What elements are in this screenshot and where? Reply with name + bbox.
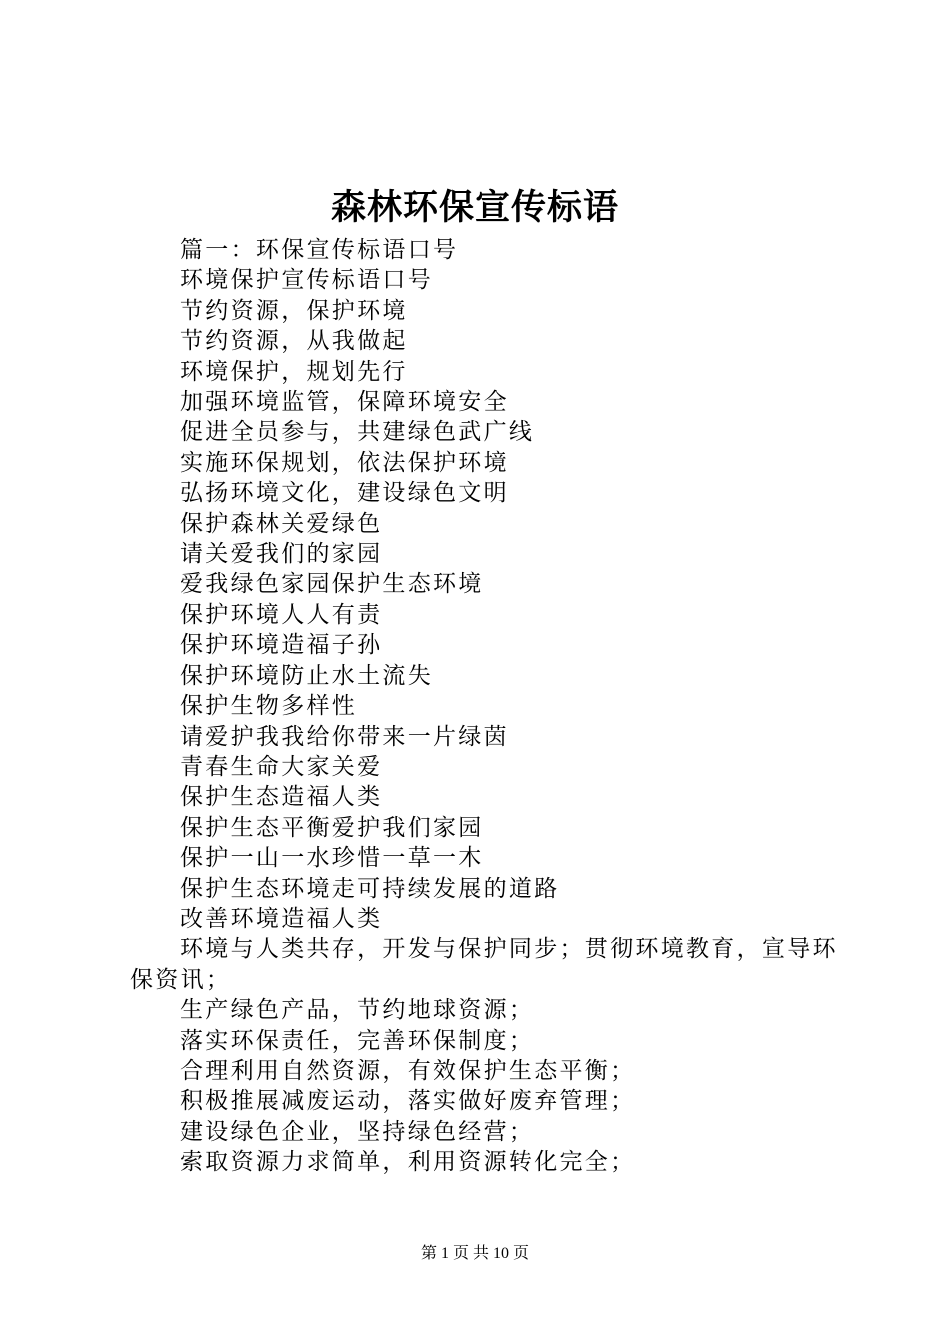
text-line: 保护环境造福子孙 [180, 632, 383, 659]
text-paragraph: 环境与人类共存，开发与保护同步；贯彻环境教育，宣导环保资讯； [130, 936, 838, 993]
text-line: 保护生态造福人类 [180, 784, 383, 811]
text-line: 促进全员参与，共建绿色武广线 [180, 419, 535, 446]
text-line: 爱我绿色家园保护生态环境 [180, 571, 484, 598]
text-line: 生产绿色产品，节约地球资源； [180, 997, 535, 1024]
text-line: 保护生物多样性 [180, 693, 358, 720]
text-line: 保护生态平衡爱护我们家园 [180, 814, 484, 841]
text-line: 节约资源，从我做起 [180, 328, 408, 355]
text-line: 青春生命大家关爱 [180, 753, 383, 780]
text-line: 环境保护，规划先行 [180, 358, 408, 385]
text-line: 建设绿色企业，坚持绿色经营； [180, 1118, 535, 1145]
text-line: 篇一：环保宣传标语口号 [180, 237, 459, 263]
document-body [130, 235, 840, 1178]
text-line: 保护一山一水珍惜一草一木 [180, 845, 484, 872]
text-line: 合理利用自然资源，有效保护生态平衡； [180, 1057, 636, 1084]
text-line: 保护环境防止水土流失 [180, 662, 433, 689]
text-line: 环境保护宣传标语口号 [180, 267, 433, 294]
text-line: 弘扬环境文化，建设绿色文明 [180, 480, 509, 507]
text-line: 保护环境人人有责 [180, 601, 383, 628]
text-line: 保护森林关爱绿色 [180, 510, 383, 537]
document-title: 森林环保宣传标语 [330, 187, 619, 228]
page-footer: 第 1 页 共 10 页 [420, 1245, 529, 1262]
text-line: 索取资源力求简单，利用资源转化完全； [180, 1149, 636, 1176]
text-line: 积极推展减废运动，落实做好废弃管理； [180, 1088, 636, 1115]
text-line: 落实环保责任，完善环保制度； [180, 1027, 535, 1054]
text-line: 节约资源，保护环境 [180, 297, 408, 324]
text-line: 请关爱我们的家园 [180, 541, 383, 568]
text-line: 请爱护我我给你带来一片绿茵 [180, 723, 509, 750]
text-line: 保护生态环境走可持续发展的道路 [180, 875, 560, 902]
text-line: 加强环境监管，保障环境安全 [180, 389, 509, 416]
text-line: 改善环境造福人类 [180, 905, 383, 932]
text-line: 实施环保规划，依法保护环境 [180, 449, 509, 476]
